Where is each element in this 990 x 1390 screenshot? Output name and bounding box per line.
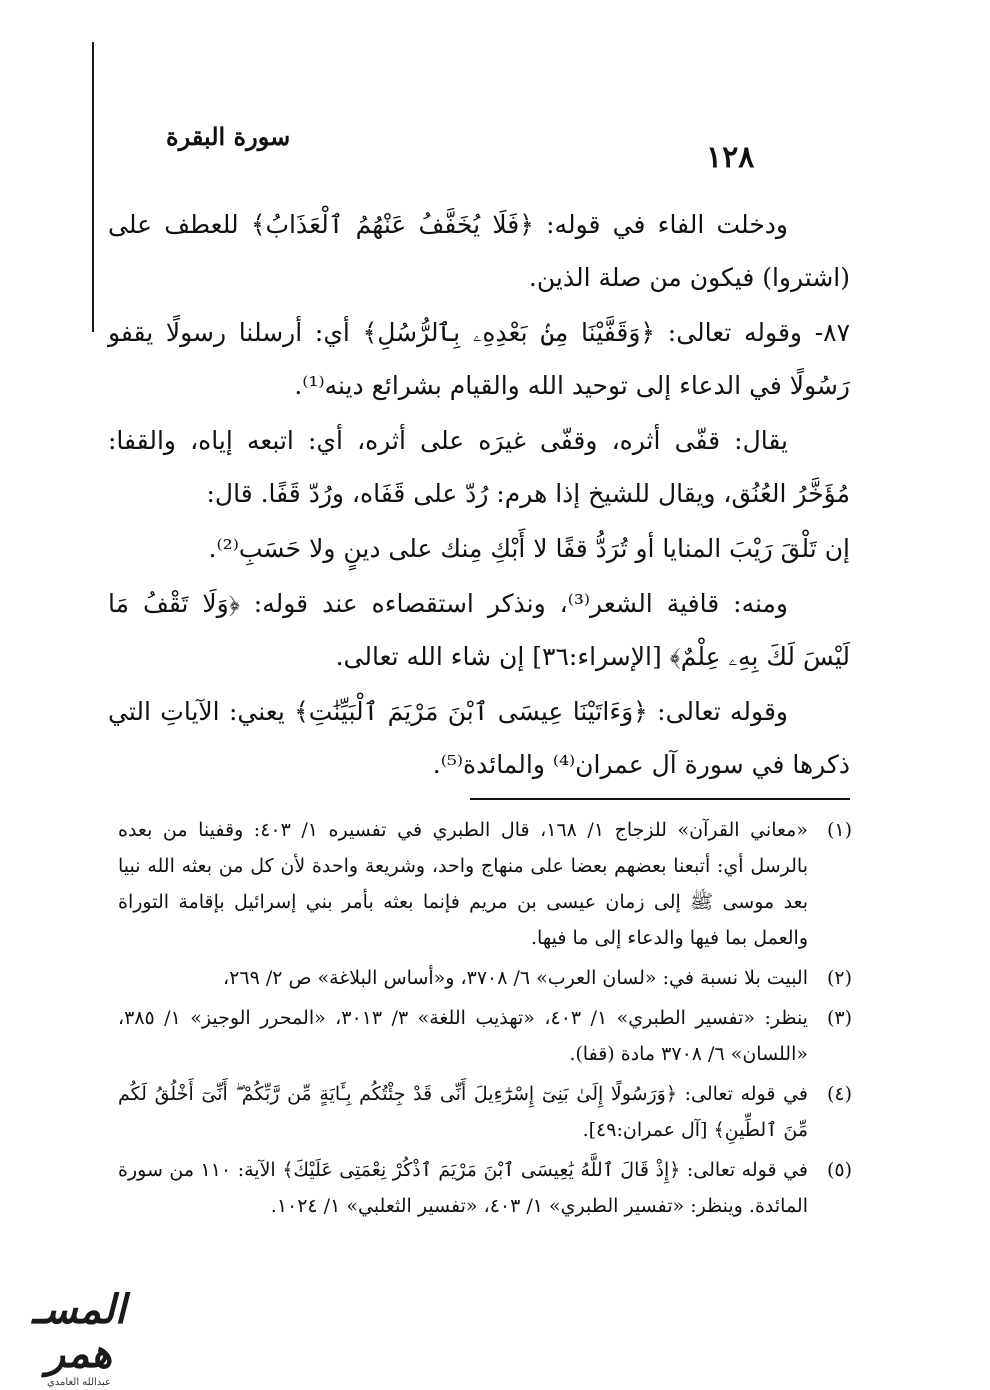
poetry-verse: إن تَلْقَ رَيْبَ المنايا أو تُرَدُّ قفًا لا أَبْكِ مِنك على دينٍ ولا حَسَبِ⁽²⁾. — [208, 534, 850, 563]
paragraph: وقوله تعالى: ﴿وَءَاتَيْنَا عِيسَى ٱبْنَ مَرْيَمَ ٱلْبَيِّنَٰتِ﴾ يعني: الآياتِ التي ذكرها في سورة آل عمران⁽⁴⁾ والمائدة⁽⁵⁾. — [108, 697, 850, 779]
main-text — [108, 198, 850, 793]
footnote-number: (٣) — [826, 1007, 852, 1029]
footnote-text: في قوله تعالى: ﴿إِذْ قَالَ ٱللَّهُ يَٰعِيسَى ٱبْنَ مَرْيَمَ ٱذْكُرْ نِعْمَتِى عَلَيْكَ﴾ الآية: ١١٠ من سورة المائدة. وينظر: «تفسير الطبري» ١/ ٤٠٣، «تفسير الثعلبي» ١/ ١٠٢٤. — [118, 1159, 808, 1217]
footnote — [118, 1076, 852, 1148]
paragraph: ودخلت الفاء في قوله: ﴿فَلَا يُخَفَّفُ عَنْهُمُ ٱلْعَذَابُ﴾ للعطف على (اشتروا) فيكون من صلة الذين. — [108, 210, 850, 292]
paragraph: يقال: قفّى أثره، وقفّى غيرَه على أثره، أي: اتبعه إياه، والقفا: مُؤَخَّرُ العُنُق، ويقال للشيخ إذا هرم: رُدّ على قَفَاه، ورُدّ قَفًا. قال: — [108, 426, 850, 508]
footnote-number: (٢) — [826, 967, 852, 989]
footnote — [118, 812, 852, 956]
footnote-text: في قوله تعالى: ﴿وَرَسُولًا إِلَىٰ بَنِىٓ إِسْرَٰٓءِيلَ أَنِّى قَدْ جِئْتُكُم بِـَٔايَةٍ مِّن رَّبِّكُمْ ۖ أَنِّىٓ أَخْلُقُ لَكُم مِّنَ ٱلطِّينِ﴾ [آل عمران:٤٩]. — [118, 1083, 808, 1141]
paragraph: ومنه: قافية الشعر⁽³⁾، ونذكر استقصاءه عند قوله: ﴿وَلَا تَقْفُ مَا لَيْسَ لَكَ بِهِۦ عِلْمٌ﴾ [الإسراء:٣٦] إن شاء الله تعالى. — [108, 589, 850, 671]
footnote-number: (٤) — [826, 1083, 852, 1105]
watermark-logo — [14, 1286, 144, 1388]
footnotes — [118, 812, 852, 1228]
footnote — [118, 1152, 852, 1224]
paragraph: ٨٧- وقوله تعالى: ﴿وَقَفَّيْنَا مِنۢ بَعْدِهِۦ بِٱلرُّسُلِ﴾ أي: أرسلنا رسولًا يقفو رَسُولًا في الدعاء إلى توحيد الله والقيام بشرائع دينه⁽¹⁾. — [108, 318, 850, 400]
logo-main-text: المسـ همر — [32, 1286, 126, 1377]
page-number: ١٢٨ — [706, 140, 755, 175]
footnote-number: (٥) — [826, 1159, 852, 1181]
footnote-text: البيت بلا نسبة في: «لسان العرب» ٦/ ٣٧٠٨، و«أساس البلاغة» ص ٢/ ٢٦٩، — [223, 967, 808, 989]
gutter-rule — [92, 42, 94, 332]
footnote — [118, 960, 852, 996]
footnote-number: (١) — [826, 819, 852, 841]
footnote — [118, 1000, 852, 1072]
logo-sub-text: عبدالله الغامدي — [46, 1377, 112, 1388]
footnote-text: ينظر: «تفسير الطبري» ١/ ٤٠٣، «تهذيب اللغة» ٣/ ٣٠١٣، «المحرر الوجيز» ١/ ٣٨٥، «اللسان» ٦/ ٣٧٠٨ مادة (قفا). — [118, 1007, 808, 1065]
surah-title: سورة البقرة — [166, 122, 291, 151]
footnote-separator — [470, 798, 850, 800]
footnote-text: «معاني القرآن» للزجاج ١/ ١٦٨، قال الطبري في تفسيره ١/ ٤٠٣: وقفينا من بعده بالرسل أي: أتبعنا بعضهم بعضا على منهاج واحد، وشريعة واحدة لأن كل من بعثه الله نبيا بعد موسى ﷺ إلى زمان عيسى بن مريم فإنما بعثه بأمر بني إسرائيل بإقامة التوراة والعمل بما فيها والدعاء إلى ما فيها. — [118, 819, 808, 949]
